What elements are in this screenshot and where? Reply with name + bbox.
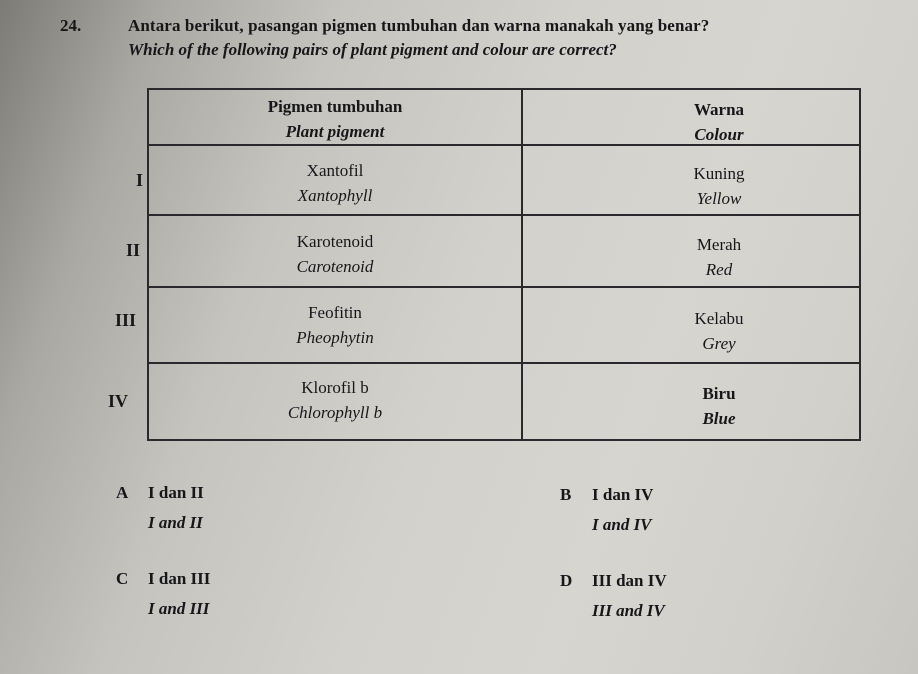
option-text-malay: I dan II xyxy=(148,483,204,502)
option-text-english: III and IV xyxy=(592,601,665,620)
option-b[interactable] xyxy=(560,480,653,540)
row-numeral: III xyxy=(115,310,137,330)
option-letter: A xyxy=(116,483,129,502)
table-header-pigment xyxy=(149,94,521,144)
pigment-malay: Xantofil xyxy=(306,161,364,180)
row-numeral: II xyxy=(126,240,141,260)
table-row xyxy=(523,306,859,356)
table-row xyxy=(523,381,859,431)
table-row xyxy=(149,229,521,279)
option-a[interactable] xyxy=(116,478,204,538)
option-letter: C xyxy=(116,569,129,588)
row-numeral: I xyxy=(136,170,144,190)
pigment-malay: Klorofil b xyxy=(301,378,369,397)
option-c[interactable] xyxy=(116,564,210,624)
pigment-english: Chlorophyll b xyxy=(287,403,383,422)
table-row xyxy=(523,232,859,282)
header-colour-malay: Warna xyxy=(693,100,745,119)
table-row-divider xyxy=(147,362,861,364)
question-text-malay: Antara berikut, pasangan pigmen tumbuhan dan warna manakah yang benar? xyxy=(128,16,710,35)
option-text-english: I and II xyxy=(148,513,203,532)
question-text-english: Which of the following pairs of plant pigment and colour are correct? xyxy=(128,40,617,59)
table-row xyxy=(149,375,521,425)
option-d[interactable] xyxy=(560,566,667,626)
colour-malay: Merah xyxy=(696,235,742,254)
option-text-malay: III dan IV xyxy=(592,571,667,590)
colour-english: Grey xyxy=(702,334,736,353)
row-numeral: IV xyxy=(108,391,129,411)
colour-malay: Kelabu xyxy=(694,309,744,328)
table-row xyxy=(523,161,859,211)
colour-english: Red xyxy=(705,260,733,279)
table-row-divider xyxy=(147,286,861,288)
colour-english: Yellow xyxy=(696,189,742,208)
option-text-malay: I dan III xyxy=(148,569,211,588)
pigment-malay: Karotenoid xyxy=(296,232,374,251)
question-number: 24. xyxy=(60,16,82,35)
colour-malay: Biru xyxy=(702,384,736,403)
colour-malay: Kuning xyxy=(693,164,745,183)
pigment-malay: Feofitin xyxy=(308,303,362,322)
option-letter: D xyxy=(560,571,573,590)
pigment-english: Xantophyll xyxy=(297,186,373,205)
table-row xyxy=(149,158,521,208)
table-row xyxy=(149,300,521,350)
header-pigment-malay: Pigmen tumbuhan xyxy=(267,97,403,116)
option-text-english: I and IV xyxy=(592,515,652,534)
colour-english: Blue xyxy=(702,409,736,428)
option-text-english: I and III xyxy=(148,599,210,618)
pigment-english: Carotenoid xyxy=(296,257,374,276)
table-header-colour xyxy=(523,97,859,147)
header-colour-english: Colour xyxy=(694,125,744,144)
option-letter: B xyxy=(560,485,572,504)
header-pigment-english: Plant pigment xyxy=(285,122,385,141)
option-text-malay: I dan IV xyxy=(592,485,654,504)
table-row-divider xyxy=(147,214,861,216)
pigment-english: Pheophytin xyxy=(296,328,374,347)
